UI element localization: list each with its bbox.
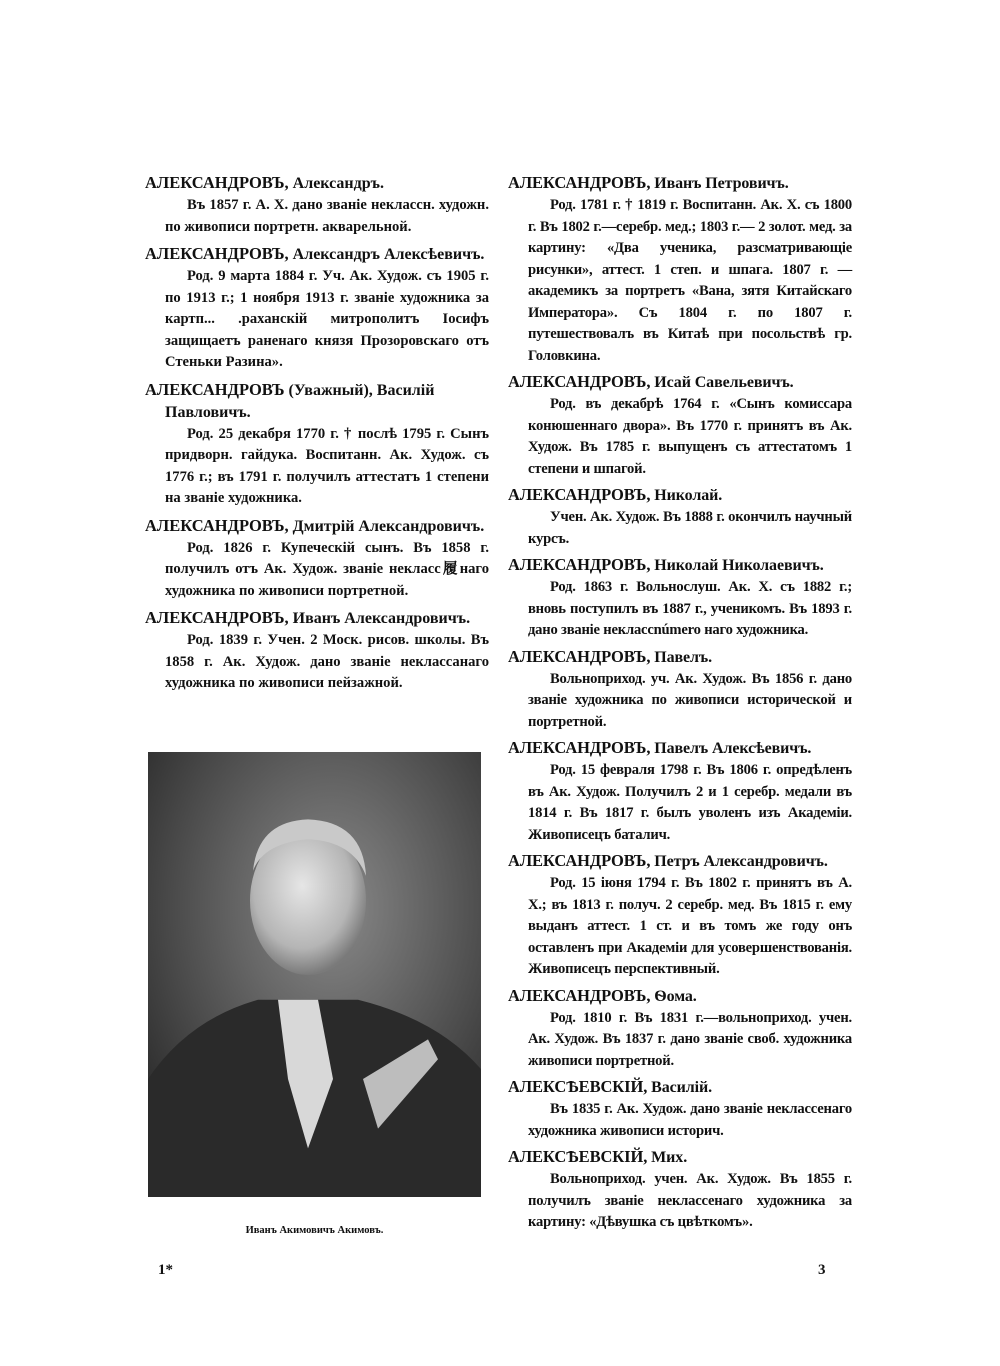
given-name: Иванъ Александровичъ. [292,610,471,627]
entry-body: Род. 15 іюня 1794 г. Въ 1802 г. принятъ въ А. Х.; въ 1813 г. получ. 2 серебр. мед. Въ 1815 г. ему выданъ аттест. 1 ст. и въ томъ же году онъ оставленъ при Академіи для усовершенствованія. Живописецъ перспективный. [528,875,852,977]
entry-body: Род. 1810 г. Въ 1831 г.—вольноприход. учен. Ак. Худож. Въ 1837 г. дано званіе своб. художника живописи портретной. [528,1009,852,1069]
given-name: Николай Николаевичъ. [654,557,824,574]
entry [145,515,489,603]
left-column [145,172,489,700]
entry [508,1076,852,1142]
entry-heading [508,172,852,195]
entry-body: Род. 1839 г. Учен. 2 Моск. рисов. школы. Въ 1858 г. Ак. Худож. дано званіе неклассанаго художника по живописи пейзажной. [165,632,489,691]
entry-body: Вольноприход. уч. Ак. Худож. Въ 1856 г. дано званіе художника по живописи исторической и портретной. [528,670,852,730]
given-name: Павелъ. [654,648,713,666]
surname: АЛЕКСАНДРОВЪ, [145,244,289,263]
surname: АЛЕКСАНДРОВЪ, [508,485,651,504]
entry [145,243,489,374]
given-name: Александръ Алексѣевичъ. [292,246,485,263]
given-name: Павелъ Алексѣевичъ. [654,740,812,757]
signature-mark: 1* [158,1262,173,1278]
entry-heading [508,554,852,577]
page-number: 3 [818,1262,826,1278]
given-name: Ѳома. [654,987,697,1005]
entry-body: Род. въ декабрѣ 1764 г. «Сынъ комиссара конюшеннаго двора». Въ 1770 г. принятъ въ Ак. Худож. Въ 1785 г. выпущенъ съ аттестатомъ 1 степени и шпагой. [528,396,852,477]
surname: АЛЕКСѢЕВСКІЙ, [508,1147,648,1166]
entry [508,737,852,846]
given-name: Иванъ Петровичъ. [654,175,789,192]
entry-heading [145,172,489,195]
entry [508,371,852,480]
entry-heading [508,646,852,669]
entry-heading [508,1076,852,1099]
given-name: Дмитрій Александровичъ. [292,517,485,535]
entry-body: Въ 1835 г. Ак. Худож. дано званіе неклассенаго художника живописи историч. [528,1101,852,1139]
entry [508,646,852,734]
entry-heading [145,515,489,538]
entry-heading [508,371,852,394]
entry-heading [145,243,489,266]
surname: АЛЕКСАНДРОВЪ, [508,985,651,1005]
entry [508,850,852,981]
surname: АЛЕКСАНДРОВЪ, [145,608,289,627]
entry-body: Род. 1781 г. † 1819 г. Воспитанн. Ак. Х. съ 1800 г. Въ 1802 г.—серебр. мед.; 1803 г.— 2 золот. мед. за картину: «Два ученика, разсматривающіе рисунки», аттест. 1 степ. и шпага. 1807 г. — академикъ за портретъ «Вана, зятя Китайскаго Императора». Съ 1804 г. по 1807 г. путешествовалъ въ Китаѣ при посольствѣ гр. Головкина. [528,197,852,364]
entry [508,554,852,642]
given-name: Николай. [654,487,723,504]
entry [145,172,489,238]
entry [508,985,852,1073]
entry-body: Род. 25 декабря 1770 г. † послѣ 1795 г. Сынъ придворн. гайдука. Воспитанн. Ак. Худож. съ 1776 г.; въ 1791 г. получилъ аттестатъ 1 степени на званіе художника. [165,425,489,506]
given-name: Мих. [651,1149,688,1166]
entry [145,379,489,510]
entry [508,1146,852,1234]
surname: АЛЕКСАНДРОВЪ, [508,646,651,666]
entry-heading [508,1146,852,1169]
entry-heading [508,985,852,1008]
entry-body: Род. 9 марта 1884 г. Уч. Ак. Худож. съ 1905 г. по 1913 г.; 1 ноября 1913 г. званіе художника за картп... .раханскій митрополитъ Іосифъ защищаетъ раненаго князя Прозоровскаго отъ Стеньки Разина». [165,268,489,370]
surname: АЛЕКСАНДРОВЪ [145,379,285,399]
surname: АЛЕКСАНДРОВЪ, [508,555,651,574]
entry-body: Вольноприход. учен. Ак. Худож. Въ 1855 г. получилъ званіе неклассенаго художника за картину: «Дѣвушка съ цвѣткомъ». [528,1171,852,1230]
given-name: Исай Савельевичъ. [654,374,794,391]
given-name: Александръ. [292,175,384,192]
surname: АЛЕКСАНДРОВЪ, [145,515,289,535]
entry-heading [145,379,489,424]
surname: АЛЕКСАНДРОВЪ, [508,173,651,192]
surname: АЛЕКСАНДРОВЪ, [508,738,651,757]
surname: АЛЕКСАНДРОВЪ, [508,851,651,870]
entry-heading [508,737,852,760]
entry-heading [145,607,489,630]
right-column [508,172,852,1238]
surname: АЛЕКСАНДРОВЪ, [145,173,289,192]
entry-heading [508,850,852,873]
entry [508,484,852,550]
given-name: (Уважный), Василій Павловичъ. [165,381,435,421]
portrait-caption: Иванъ Акимовичъ Акимовъ. [245,1225,384,1236]
given-name: Петръ Александровичъ. [654,853,828,870]
entry [145,607,489,695]
entry-body: Род. 15 февраля 1798 г. Въ 1806 г. опредѣленъ въ Ак. Худож. Получилъ 2 и 1 серебр. медали въ 1814 г. Въ 1817 г. былъ уволенъ изъ Академіи. Живописецъ баталич. [528,762,852,843]
entry-body: Въ 1857 г. А. Х. дано званіе некласcн. художн. по живописи портретн. акварельной. [165,197,489,235]
portrait-image [148,752,481,1197]
entry [508,172,852,367]
surname: АЛЕКСѢЕВСКІЙ, [508,1077,648,1096]
entry-body: Род. 1826 г. Купеческій сынъ. Въ 1858 г. получилъ отъ Ак. Худож. званіе некласс履наго художника по живописи портретной. [165,539,489,599]
entry-body: Род. 1863 г. Вольнослуш. Ак. Х. съ 1882 г.; вновь поступилъ въ 1887 г., ученикомъ. Въ 1893 г. дано званіе неклассnúmero наго художника. [528,579,852,638]
entry-body: Учен. Ак. Худож. Въ 1888 г. окончилъ научный курсъ. [528,509,852,547]
entry-heading [508,484,852,507]
surname: АЛЕКСАНДРОВЪ, [508,372,651,391]
given-name: Василій. [651,1079,713,1096]
